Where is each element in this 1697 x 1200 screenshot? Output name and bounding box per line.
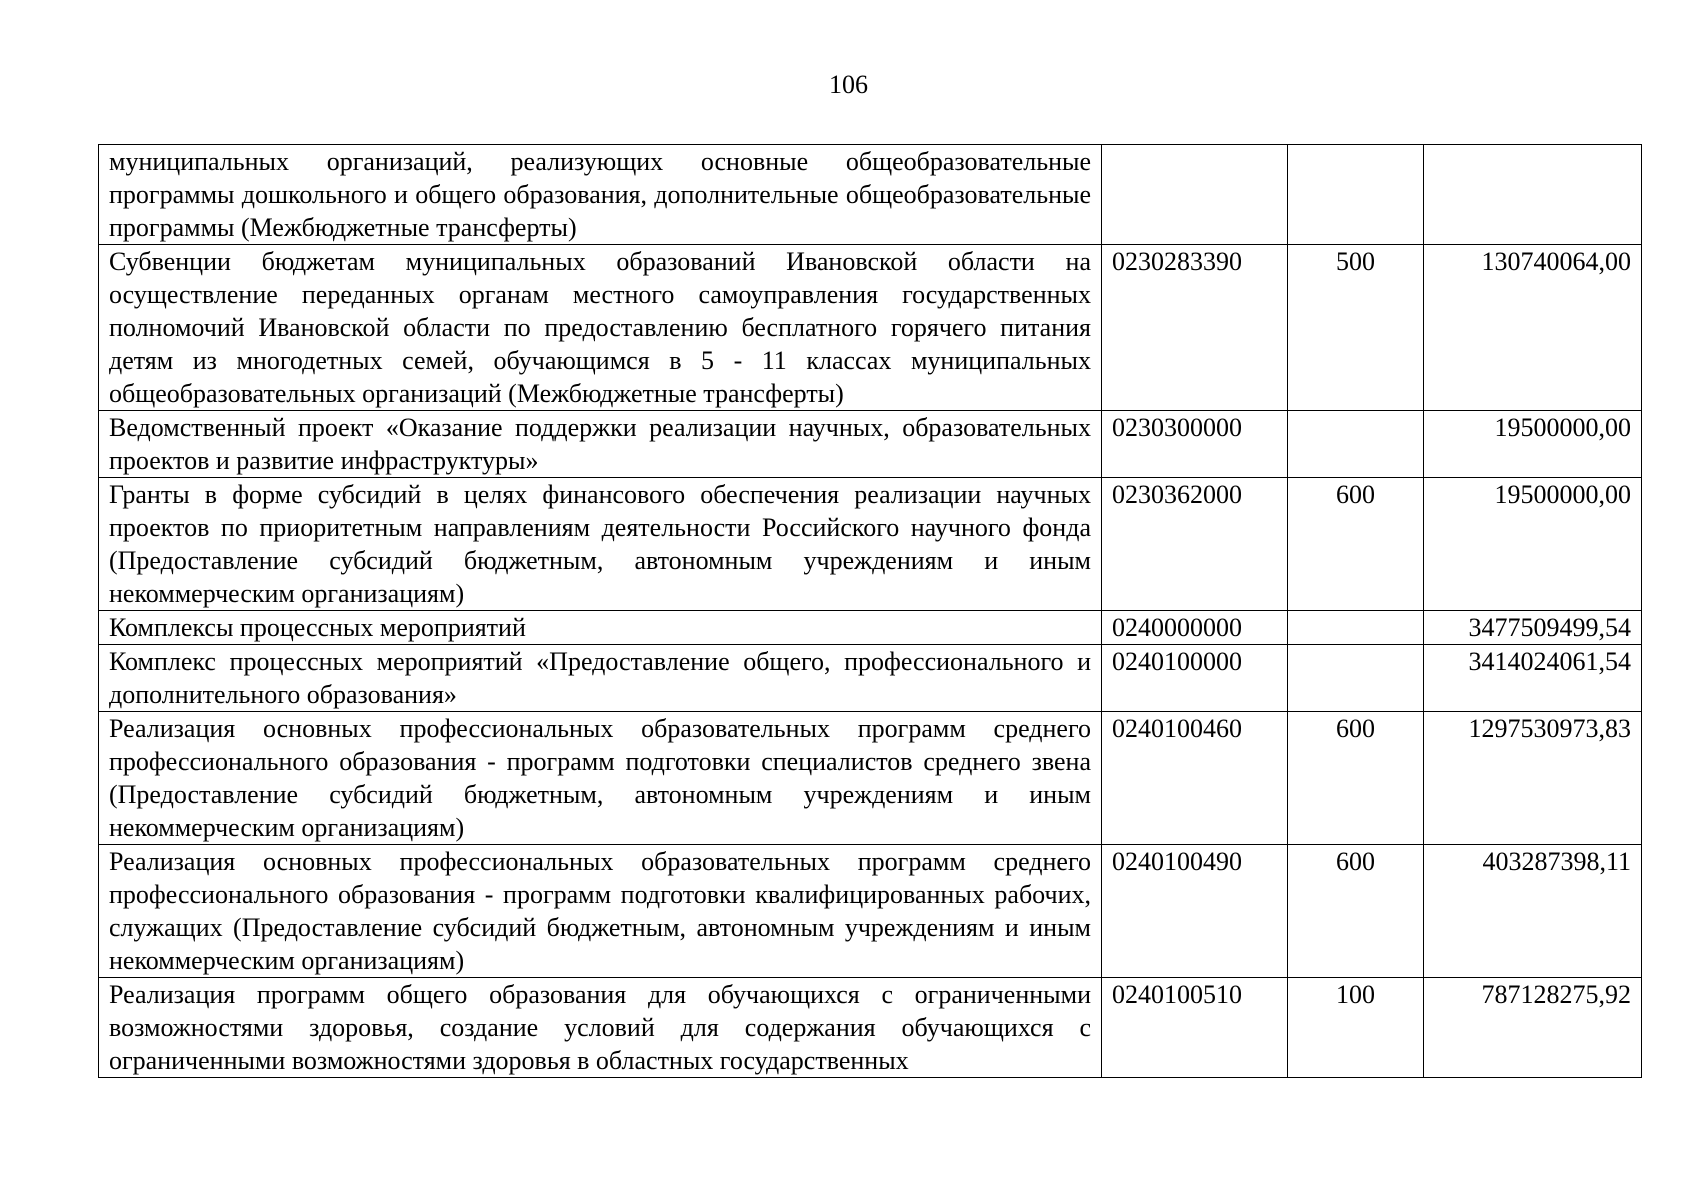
table-row [99, 845, 1642, 978]
row-description: Субвенции бюджетам муниципальных образований Ивановской области на осуществление переданных органам местного самоуправления государственных полномочий Ивановской области по предоставлению бесплатного горячего питания детям из многодетных семей, обучающимся в 5 - 11 классах муниципальных общеобразовательных организаций (Межбюджетные трансферты) [99, 245, 1102, 411]
row-code: 0240100510 [1102, 978, 1288, 1078]
row-code: 0240000000 [1102, 611, 1288, 645]
table-row [99, 712, 1642, 845]
table-row [99, 145, 1642, 245]
row-description: Комплекс процессных мероприятий «Предоставление общего, профессионального и дополнительного образования» [99, 645, 1102, 712]
row-description: Реализация основных профессиональных образовательных программ среднего профессионального образования - программ подготовки специалистов среднего звена (Предоставление субсидий бюджетным, автономным учреждениям и иным некоммерческим организациям) [99, 712, 1102, 845]
row-expense-type: 600 [1288, 478, 1424, 611]
row-expense-type: 600 [1288, 712, 1424, 845]
row-amount: 3414024061,54 [1424, 645, 1642, 712]
row-amount: 19500000,00 [1424, 411, 1642, 478]
row-amount: 1297530973,83 [1424, 712, 1642, 845]
row-amount: 403287398,11 [1424, 845, 1642, 978]
table-row [99, 611, 1642, 645]
budget-table [98, 144, 1642, 1078]
row-expense-type [1288, 411, 1424, 478]
row-description: Реализация программ общего образования для обучающихся с ограниченными возможностями здоровья, создание условий для содержания обучающихся с ограниченными возможностями здоровья в областных государственных [99, 978, 1102, 1078]
row-amount: 19500000,00 [1424, 478, 1642, 611]
table-row [99, 645, 1642, 712]
row-code: 0230362000 [1102, 478, 1288, 611]
row-description: Комплексы процессных мероприятий [99, 611, 1102, 645]
row-code: 0230300000 [1102, 411, 1288, 478]
table-row [99, 478, 1642, 611]
row-expense-type: 600 [1288, 845, 1424, 978]
row-description: Реализация основных профессиональных образовательных программ среднего профессионального образования - программ подготовки квалифицированных рабочих, служащих (Предоставление субсидий бюджетным, автономным учреждениям и иным некоммерческим организациям) [99, 845, 1102, 978]
row-amount [1424, 145, 1642, 245]
row-expense-type: 100 [1288, 978, 1424, 1078]
row-expense-type [1288, 145, 1424, 245]
row-expense-type: 500 [1288, 245, 1424, 411]
row-code: 0240100460 [1102, 712, 1288, 845]
page-number: 106 [829, 70, 868, 99]
row-amount: 130740064,00 [1424, 245, 1642, 411]
row-description: муниципальных организаций, реализующих основные общеобразовательные программы дошкольного и общего образования, дополнительные общеобразовательные программы (Межбюджетные трансферты) [99, 145, 1102, 245]
row-code [1102, 145, 1288, 245]
row-amount: 3477509499,54 [1424, 611, 1642, 645]
row-amount: 787128275,92 [1424, 978, 1642, 1078]
table-row [99, 245, 1642, 411]
row-expense-type [1288, 645, 1424, 712]
row-code: 0230283390 [1102, 245, 1288, 411]
row-description: Гранты в форме субсидий в целях финансового обеспечения реализации научных проектов по приоритетным направлениям деятельности Российского научного фонда (Предоставление субсидий бюджетным, автономным учреждениям и иным некоммерческим организациям) [99, 478, 1102, 611]
table-row [99, 411, 1642, 478]
row-expense-type [1288, 611, 1424, 645]
row-code: 0240100490 [1102, 845, 1288, 978]
row-code: 0240100000 [1102, 645, 1288, 712]
table-row [99, 978, 1642, 1078]
row-description: Ведомственный проект «Оказание поддержки реализации научных, образовательных проектов и развитие инфраструктуры» [99, 411, 1102, 478]
